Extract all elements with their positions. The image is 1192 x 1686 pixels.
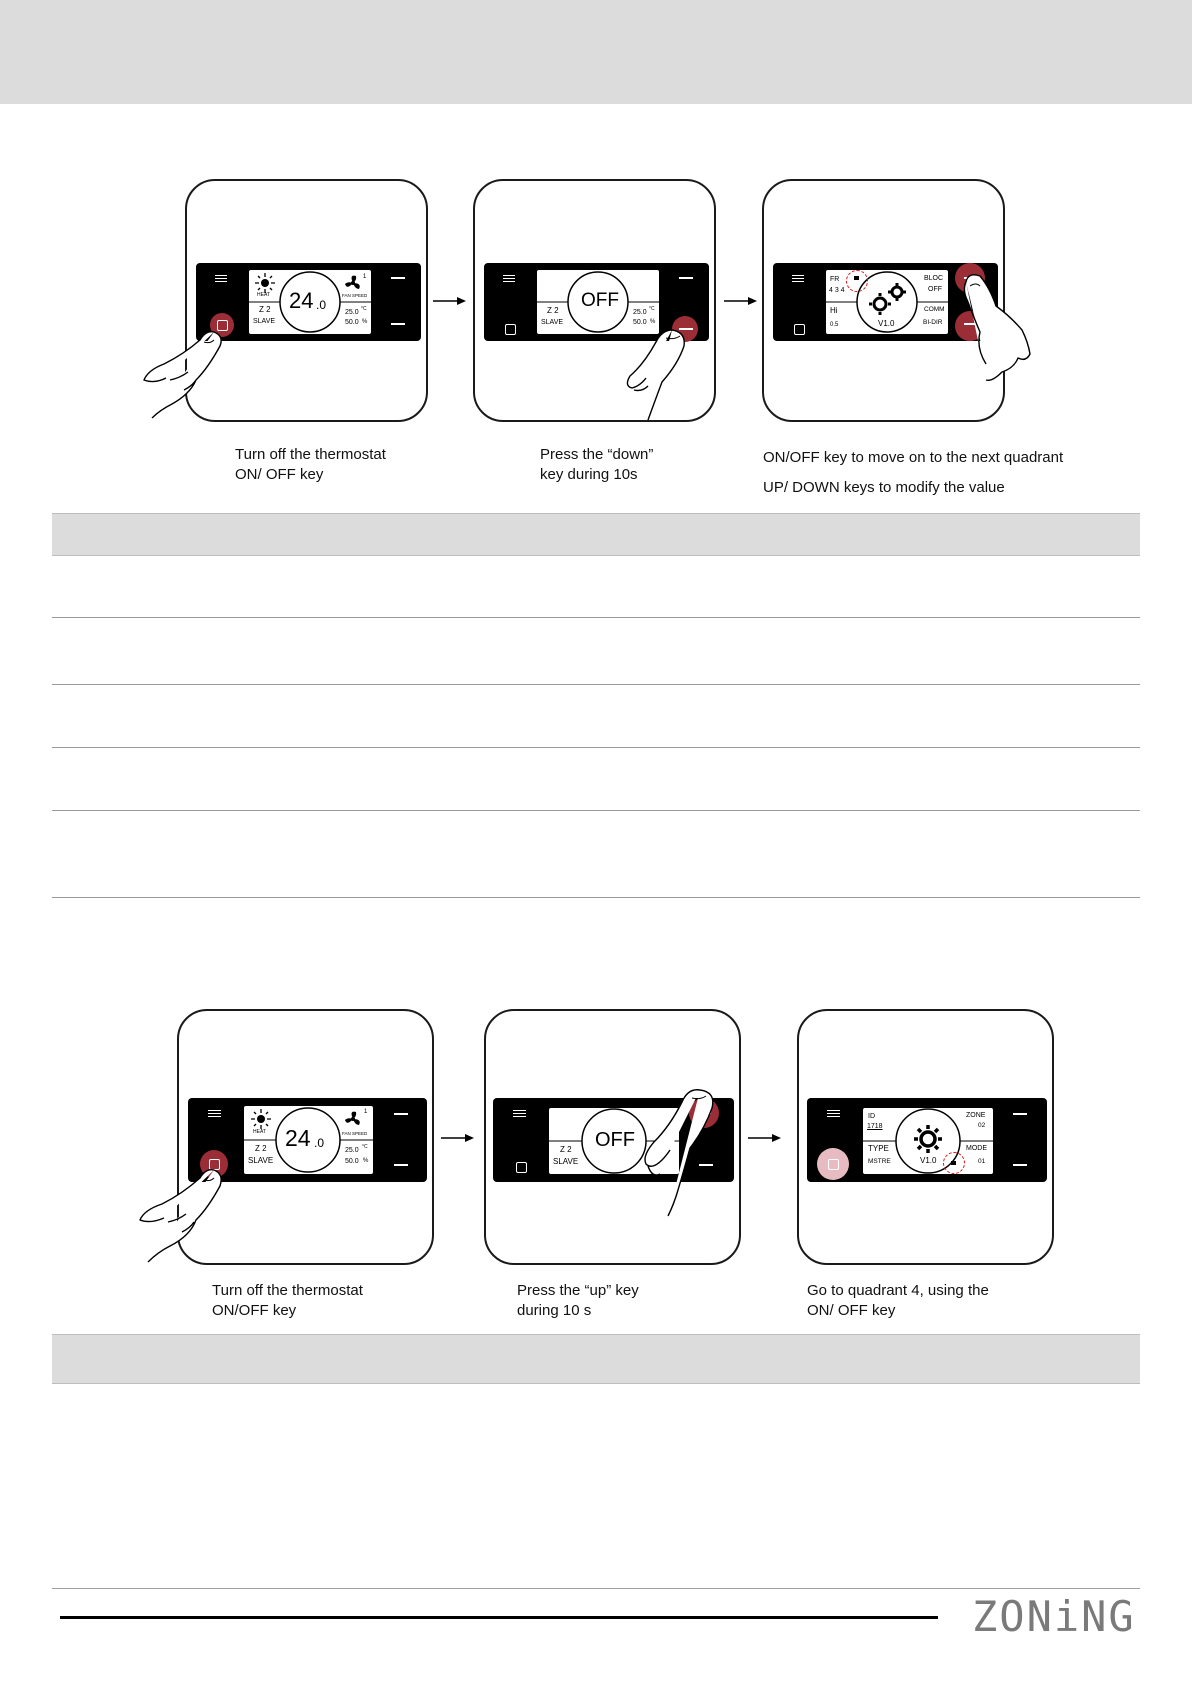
menu-icon	[215, 275, 227, 282]
fan-speed-label: FAN SPEED	[342, 1131, 368, 1136]
firmware-version: V1.0	[878, 319, 895, 328]
quadrant3-label: TYPE	[868, 1144, 889, 1153]
main-temperature: 24	[289, 288, 314, 313]
quadrant1-label: ID	[868, 1113, 875, 1120]
mode-label: HEAT	[257, 292, 270, 298]
caption-line: key during 10s	[540, 466, 638, 483]
setpoint-unit: °C	[361, 306, 367, 312]
table1-row-divider	[52, 747, 1140, 748]
humidity-unit: %	[650, 319, 656, 325]
quadrant2-label: ZONE	[966, 1112, 986, 1119]
onoff-key-icon	[828, 1159, 839, 1170]
role-label: SLAVE	[253, 318, 276, 325]
setpoint-temp: 25.0	[345, 309, 359, 316]
up-key-icon[interactable]	[394, 1113, 408, 1115]
fan-speed-number: 1	[363, 274, 367, 280]
firmware-version: V1.0	[920, 1156, 937, 1165]
dashed-highlight-circle	[846, 270, 868, 292]
finger-pointer-icon	[140, 1166, 224, 1262]
quadrant4-value: 01	[978, 1158, 986, 1165]
page-header-band	[0, 0, 1192, 104]
caption-line: UP/ DOWN keys to modify the value	[763, 479, 1005, 496]
quadrant4-label: COMM	[924, 306, 945, 313]
quadrant3-label: Hi	[830, 306, 838, 315]
arrow-right-icon	[433, 296, 467, 306]
caption-line: ON/OFF key to move on to the next quadrant	[763, 449, 1064, 466]
display-screen	[244, 1106, 373, 1174]
thermostat-device-2c	[797, 1009, 1054, 1265]
quadrant4-value: BI-DIR	[923, 319, 943, 326]
onoff-key-icon[interactable]	[516, 1162, 527, 1173]
table1-row-divider	[52, 684, 1140, 685]
quadrant1-value: 1718	[867, 1123, 883, 1130]
quadrant3-value: 0.5	[830, 322, 839, 328]
mode-label: HEAT	[253, 1129, 266, 1135]
quadrant2-value: 02	[978, 1122, 986, 1129]
off-status: OFF	[595, 1129, 635, 1151]
table1-row-divider	[52, 897, 1140, 898]
quadrant3-value: MSTRE	[868, 1158, 891, 1165]
quadrant2-label: BLOC	[924, 275, 944, 282]
quadrant4-label: MODE	[966, 1145, 987, 1152]
device-strip	[196, 263, 421, 341]
arrow-right-icon	[724, 296, 758, 306]
setpoint-unit: °C	[649, 306, 655, 312]
table1-row-divider	[52, 617, 1140, 618]
fan-speed-number: 1	[364, 1109, 368, 1115]
finger-pointer-icon	[622, 330, 692, 420]
gears-icon	[866, 282, 910, 318]
sun-icon	[255, 273, 275, 293]
humidity-value: 50.0	[633, 319, 647, 326]
finger-pointer-icon	[144, 328, 224, 418]
step2-caption	[540, 445, 653, 485]
caption-line: Turn off the thermostat	[235, 446, 386, 463]
caption-line: ON/ OFF key	[235, 466, 324, 483]
role-label: SLAVE	[248, 1156, 274, 1165]
fan-icon	[343, 274, 363, 292]
footer-divider	[52, 1588, 1140, 1589]
arrow-right-icon	[748, 1133, 782, 1143]
zone-label: Z 2	[255, 1144, 267, 1153]
display-screen	[863, 1108, 993, 1174]
setpoint-temp: 25.0	[345, 1147, 359, 1154]
sun-icon	[251, 1109, 271, 1129]
display-screen	[537, 270, 659, 334]
fan-speed-label: FAN SPEED	[342, 293, 368, 298]
caption-line: Press the “up” key	[517, 1282, 639, 1299]
caption-line: Press the “down”	[540, 446, 654, 463]
setpoint-temp: 25.0	[633, 309, 647, 316]
main-temperature-decimal: .0	[316, 298, 327, 312]
main-temperature-decimal: .0	[314, 1136, 325, 1150]
arrow-right-icon	[441, 1133, 475, 1143]
caption-line: Turn off the thermostat	[212, 1282, 363, 1299]
onoff-key-icon[interactable]	[505, 324, 516, 335]
humidity-unit: %	[362, 319, 368, 325]
menu-icon	[513, 1110, 526, 1117]
down-key-icon[interactable]	[1013, 1164, 1027, 1166]
menu-icon	[827, 1110, 840, 1117]
table1-row-divider	[52, 810, 1140, 811]
step1-caption	[235, 445, 386, 485]
zone-label: Z 2	[259, 305, 271, 314]
role-label: SLAVE	[541, 319, 564, 326]
caption-line: during 10 s	[517, 1302, 592, 1319]
onoff-key-icon[interactable]	[794, 324, 805, 335]
caption-line: Go to quadrant 4, using the	[807, 1282, 989, 1299]
down-key-icon[interactable]	[394, 1164, 408, 1166]
caption-line: ON/OFF key	[212, 1302, 297, 1319]
zone-label: Z 2	[547, 306, 559, 315]
quadrant1-label: FR	[830, 276, 840, 283]
step3-caption	[763, 448, 1063, 498]
menu-icon	[208, 1110, 221, 1117]
role-label: SLAVE	[553, 1157, 579, 1166]
down-key-icon[interactable]	[391, 323, 405, 325]
step3-caption	[807, 1281, 989, 1321]
main-temperature: 24	[285, 1125, 311, 1151]
fan-icon	[343, 1110, 363, 1128]
table2-header	[52, 1334, 1140, 1384]
setpoint-unit: °C	[362, 1144, 368, 1150]
brand-logo: ZONiNG	[972, 1592, 1136, 1641]
step1-caption	[212, 1281, 363, 1321]
caption-line: ON/ OFF key	[807, 1302, 896, 1319]
quadrant1-value: 4 3 4	[829, 287, 845, 294]
finger-pointer-icon	[640, 1086, 720, 1216]
step2-caption	[517, 1281, 639, 1321]
gear-icon	[913, 1124, 943, 1154]
off-status: OFF	[581, 290, 619, 311]
display-screen	[826, 270, 948, 334]
zone-label: Z 2	[560, 1145, 572, 1154]
humidity-value: 50.0	[345, 319, 359, 326]
quadrant2-value: OFF	[928, 286, 942, 293]
humidity-value: 50.0	[345, 1158, 359, 1165]
footer-rule	[60, 1616, 938, 1619]
display-screen	[249, 270, 371, 334]
cursor-marker	[854, 276, 859, 280]
finger-pointer-icon	[956, 272, 1036, 382]
humidity-unit: %	[363, 1158, 369, 1164]
cursor-marker	[951, 1161, 956, 1165]
table1-header	[52, 513, 1140, 556]
device-strip	[807, 1098, 1047, 1182]
up-key-icon[interactable]	[391, 277, 405, 279]
menu-icon	[792, 275, 804, 282]
menu-icon	[503, 275, 515, 282]
up-key-icon[interactable]	[679, 277, 693, 279]
up-key-icon[interactable]	[1013, 1113, 1027, 1115]
